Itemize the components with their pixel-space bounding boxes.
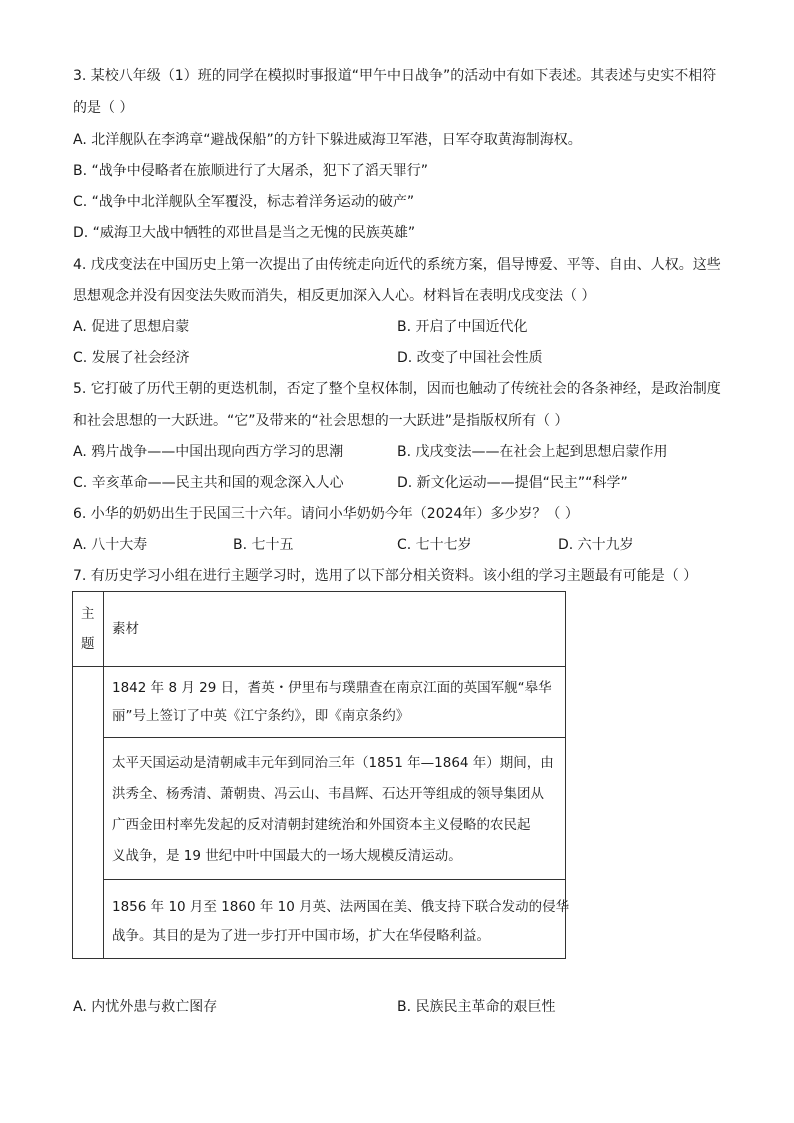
table-row3-line2: 战争。其目的是为了进一步打开中国市场，扩大在华侵略利益。 [112, 928, 490, 944]
q3-option-d: D. “威海卫大战中牺牲的邓世昌是当之无愧的民族英雄” [73, 225, 416, 241]
table-row1-line2: 丽”号上签订了中英《江宁条约》，即《南京条约》 [112, 708, 410, 724]
table-row2-line2: 洪秀全、杨秀清、萧朝贵、冯云山、韦昌辉、石达开等组成的领导集团从 [112, 786, 544, 802]
q3-stem-line2: 的是（ ） [73, 100, 134, 116]
q7-stem: 7. 有历史学习小组在进行主题学习时，选用了以下部分相关资料。该小组的学习主题最有可能是（ ） [73, 568, 698, 584]
table-row2-line3: 广西金田村率先发起的反对清朝封建统治和外国资本主义侵略的农民起 [112, 817, 531, 833]
table-row2-line4: 义战争，是 19 世纪中叶中国最大的一场大规模反清运动。 [112, 848, 462, 864]
q3-stem-line1: 3. 某校八年级（1）班的同学在模拟时事报道“甲午中日战争”的活动中有如下表述。其表述与史实不相符 [73, 68, 717, 84]
q3-option-c: C. “战争中北洋舰队全军覆没，标志着洋务运动的破产” [73, 194, 415, 210]
q5-option-a: A. 鸦片战争——中国出现向西方学习的思潮 [73, 444, 344, 460]
q7-option-b: B. 民族民主革命的艰巨性 [397, 999, 556, 1015]
q5-option-d: D. 新文化运动——提倡“民主”“科学” [397, 475, 628, 491]
table-header-topic-char2: 题 [81, 636, 95, 652]
q5-option-c: C. 辛亥革命——民主共和国的观念深入人心 [73, 475, 344, 491]
q3-option-a: A. 北洋舰队在李鸿章“避战保船”的方针下躲进威海卫军港，日军夺取黄海制海权。 [73, 132, 582, 148]
q4-stem-line1: 4. 戊戌变法在中国历史上第一次提出了由传统走向近代的系统方案，倡导博爱、平等、自由、人权。这些 [73, 257, 721, 273]
table-row1-line1: 1842 年 8 月 29 日，耆英・伊里布与璞鼎查在南京江面的英国军舰“皋华 [112, 680, 552, 696]
q6-option-b: B. 七十五 [233, 537, 294, 553]
q5-stem-line1: 5. 它打破了历代王朝的更迭机制，否定了整个皇权体制，因而也触动了传统社会的各条神经，是政治制度 [73, 381, 721, 397]
q3-option-b: B. “战争中侵略者在旅顺进行了大屠杀，犯下了滔天罪行” [73, 163, 429, 179]
table-row2-line1: 太平天国运动是清朝咸丰元年到同治三年（1851 年—1864 年）期间，由 [112, 755, 554, 771]
q4-stem-line2: 思想观念并没有因变法失败而消失，相反更加深入人心。材料旨在表明戊戌变法（ ） [73, 288, 596, 304]
table-header-topic-char1: 主 [81, 606, 95, 622]
table-header-material: 素材 [112, 621, 139, 637]
materials-table [72, 591, 570, 959]
q6-stem: 6. 小华的奶奶出生于民国三十六年。请问小华奶奶今年（2024年）多少岁？（ ） [73, 506, 579, 522]
q6-option-c: C. 七十七岁 [397, 537, 472, 553]
q4-option-d: D. 改变了中国社会性质 [397, 350, 543, 366]
q6-option-a: A. 八十大寿 [73, 537, 148, 553]
q4-option-c: C. 发展了社会经济 [73, 350, 190, 366]
q4-option-b: B. 开启了中国近代化 [397, 319, 528, 335]
q6-option-d: D. 六十九岁 [558, 537, 634, 553]
q4-option-a: A. 促进了思想启蒙 [73, 319, 190, 335]
q7-option-a: A. 内忧外患与救亡图存 [73, 999, 218, 1015]
q5-stem-line2: 和社会思想的一大跃进。“它”及带来的“社会思想的一大跃进”是指版权所有（ ） [73, 413, 569, 429]
table-row3-line1: 1856 年 10 月至 1860 年 10 月英、法两国在美、俄支持下联合发动的侵华 [112, 899, 570, 915]
q5-option-b: B. 戊戌变法——在社会上起到思想启蒙作用 [397, 444, 668, 460]
